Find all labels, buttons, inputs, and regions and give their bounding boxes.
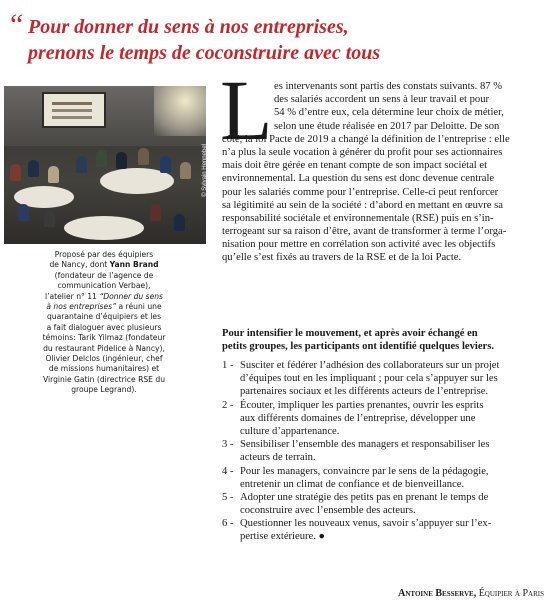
caption-line [6, 260, 202, 270]
author-signature [398, 587, 544, 600]
title-line-2: prenons le temps de coconstruire avec tous [28, 42, 381, 64]
list-item-line: Pour les managers, convaincre par le sens de la pédagogie, [240, 465, 489, 477]
photo-person [48, 166, 59, 183]
paragraph-line: responsabilité sociétale et environnementale (RSE) puis en s’in- [222, 212, 494, 224]
photo-person [96, 150, 107, 167]
list-item-number: 5 - [222, 491, 234, 503]
list-item [222, 465, 544, 491]
photo-person [174, 214, 185, 231]
caption-line: Virginie Gatin (directrice RSE du [42, 374, 166, 384]
list-item-line: entretenir un climat de confiance et de bienveillance. [240, 478, 465, 490]
list-item-number: 1 - [222, 360, 234, 371]
photo-person [180, 162, 191, 179]
photo-person [160, 156, 171, 173]
photo-light [154, 86, 206, 136]
caption-line: groupe Legrand). [71, 385, 137, 395]
list-item-line: Adopter une stratégie des petits pas en prenant le temps de [240, 491, 489, 503]
caption-line: témoins: Tarik Yilmaz (fondateur [42, 333, 166, 343]
paragraph-line: qu’elle s’est fixés au travers de la RSE et de la loi Pacte. [222, 252, 462, 264]
photo-person [138, 148, 149, 165]
list-item-line: pertise extérieure. ● [240, 531, 325, 543]
caption-text: de Nancy, dont [49, 260, 110, 270]
photo-person [44, 210, 55, 227]
caption-line: de missions humanitaires) et [48, 364, 160, 374]
photo-person [28, 160, 39, 177]
list-item-line: Sensibiliser l’ensemble des managers et responsabiliser les [240, 439, 490, 451]
photo-table [64, 216, 144, 240]
list-item-line: culture d’appartenance. [240, 425, 340, 437]
photo-person [150, 204, 161, 221]
list-item-line: acteurs de terrain. [240, 452, 316, 464]
list-item-number: 6 - [222, 518, 234, 530]
caption-workshop-title: “Donner du sens [99, 291, 164, 301]
caption-line [6, 292, 202, 302]
quote-mark: “ [10, 8, 24, 41]
caption-line: communication Verbae), [57, 281, 151, 291]
list-item-line: aux différents domaines de l’entreprise, développer une [240, 412, 476, 424]
projection-screen [42, 92, 106, 128]
list-item [222, 491, 544, 517]
caption-line: quarantaine d’équipiers et les [46, 312, 162, 322]
paragraph-line: n’a plus la seule vocation à générer du profit pour ses actionnaires [222, 146, 503, 158]
paragraph-line: 54 % d’entre eux, cela détermine leur choix de métier, [274, 107, 504, 119]
list-item-line: partenaires sociaux et les différents acteurs de l’entreprise. [240, 386, 489, 398]
caption-text: l’atelier n° 11 [44, 291, 100, 301]
lead-paragraph [222, 327, 542, 353]
photo-caption [6, 250, 202, 396]
article-paragraph [222, 80, 542, 265]
title-line-1: Pour donner du sens à nos entreprises, [28, 16, 349, 38]
photo-person [18, 204, 29, 221]
workshop-photo [4, 86, 206, 244]
caption-name: Yann Brand [109, 260, 159, 270]
paragraph-line: sa légitimité au sein de la société : d’abord en mettant en œuvre sa [222, 199, 503, 211]
photo-person [76, 156, 87, 173]
paragraph-line: es intervenants sont partis des constats suivants. 87 % [274, 81, 503, 92]
photo-person [10, 164, 21, 181]
list-item-line: d’équipes tout en les impliquant ; pour cela s’appuyer sur les [240, 373, 498, 385]
list-item-number: 2 - [222, 399, 234, 411]
caption-line: a fait dialoguer avec plusieurs [46, 322, 162, 332]
caption-text: a réuni une [116, 302, 162, 312]
paragraph-line: mais doit être gérée en tenant compte de son impact sociétal et [222, 160, 488, 172]
paragraph-line: terrogeant sur sa raison d’être, avant de transformer à terme l’orga- [222, 226, 507, 238]
caption-line [6, 302, 202, 312]
lead-line: Pour intensifier le mouvement, et après avoir échangé en [222, 328, 478, 339]
list-item [222, 438, 544, 464]
caption-line: Proposé par des équipiers [54, 250, 154, 259]
levers-list [222, 359, 544, 544]
photo-credit: © Sylvain Hennebel [202, 144, 208, 197]
list-item [222, 517, 544, 543]
paragraph-line: nisation pour mettre en corrélation son activité avec les objectifs [222, 239, 496, 251]
paragraph-line: des salariés accordent un sens à leur travail et pour [274, 94, 490, 106]
photo-person [116, 152, 127, 169]
list-item-line: coconstruire avec l’ensemble des acteurs. [240, 505, 416, 517]
caption-workshop-title: à nos entreprises” [46, 302, 117, 312]
list-item-number: 4 - [222, 465, 234, 477]
author-name: Antoine Besserve, [398, 588, 477, 599]
lead-line: petits groupes, les participants ont identifié quelques leviers. [222, 341, 495, 353]
list-item [222, 399, 544, 439]
list-item [222, 359, 544, 399]
caption-line: Olivier Delclos (ingénieur, chef [45, 354, 163, 364]
drop-cap: L [220, 62, 273, 158]
caption-line: (fondateur de l’agence de [54, 270, 154, 280]
list-item-line: Questionner les nouveaux venus, savoir s’appuyer sur l’ex- [240, 518, 492, 530]
paragraph-line: côté, la loi Pacte de 2019 a changé la définition de l’entreprise : elle [222, 133, 510, 145]
list-item-line: Susciter et fédérer l’adhésion des collaborateurs sur un projet [240, 360, 500, 371]
author-role: Équipier à Paris [476, 588, 544, 599]
paragraph-line: pour les salariés comme pour l’entreprise. Celle-ci peut renforcer [222, 186, 499, 198]
page-title [28, 14, 548, 66]
caption-line: du restaurant Pidelice à Nancy), [43, 343, 165, 353]
list-item-number: 3 - [222, 439, 234, 451]
paragraph-line: environnemental. La question du sens est donc devenue centrale [222, 173, 495, 185]
list-item-line: Écouter, impliquer les parties prenantes, ouvrir les esprits [240, 399, 484, 411]
paragraph-line: selon une étude réalisée en 2017 par Deloitte. De son [274, 120, 500, 132]
